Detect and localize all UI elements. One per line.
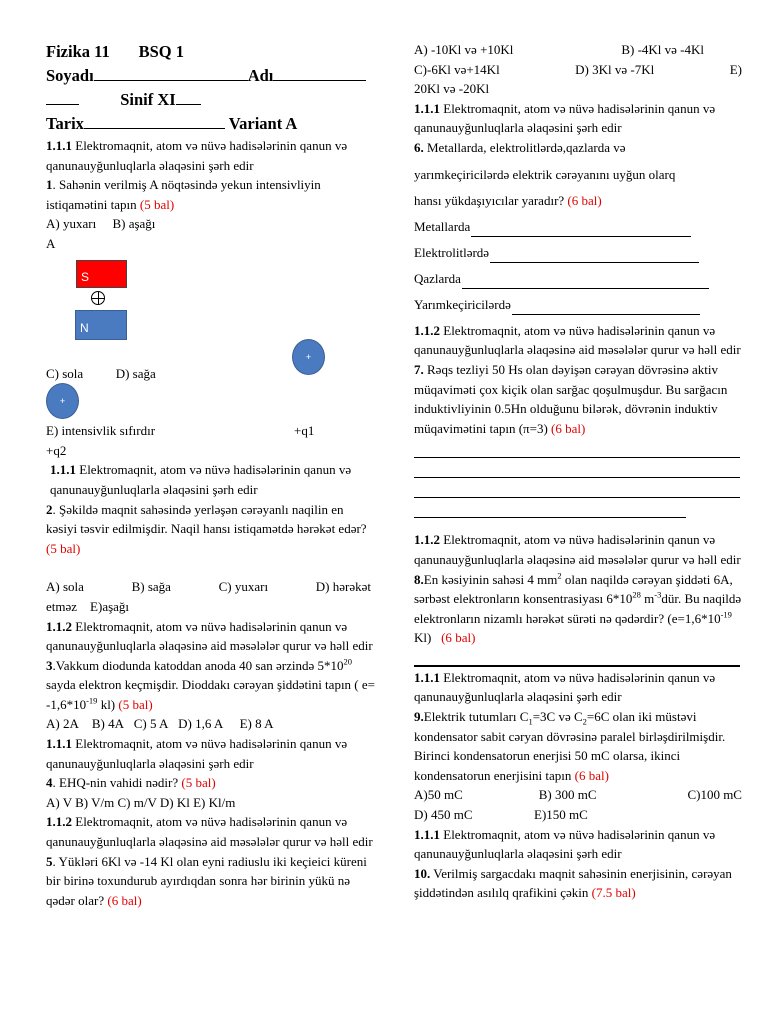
magnet-north-pole [75,310,127,340]
charge-q2-row [46,383,376,421]
topic-code: 1.1.1 [46,138,72,153]
question-text-end: =3) [529,420,548,436]
name-label: Adı [247,66,274,85]
topic-1-1-2 [46,812,376,851]
question-number: 8. [414,571,424,587]
surname-blank[interactable] [94,66,248,81]
charge-q2 [46,383,79,419]
question-8 [414,570,742,648]
q2-charge-label: +q2 [46,442,67,458]
question-text: Metallarda, elektrolitlərdə,qazlarda və [423,139,626,155]
question-points: (5 bal) [46,540,81,556]
question-5 [46,852,376,911]
q5-options-ab [414,40,704,60]
point-a-label: A [46,235,56,251]
option-d: D) 1,6 A [178,716,224,732]
exponent: 28 [632,589,641,600]
question-text-cont: =3C və C [532,709,583,725]
topic-1-1-1 [414,99,742,138]
option-a: A) 2A [46,716,79,732]
magnet-south-pole [76,260,127,288]
question-6 [414,138,742,158]
question-text: Verilmiş sargacdakı maqnit sahəsinin enerjisinin, cərəyan şiddətindən asılılq qrafikini çəkin [414,865,732,901]
question-number: 1 [46,177,53,193]
topic-text: Elektromaqnit, atom və nüvə hadisələrinin qanun və qanunauyğunluqlarla əlaqəsini şərh edir [414,100,716,136]
question-points: (5 bal) [181,775,216,791]
question-text-end: Kl) [414,630,432,646]
question-6-end [414,191,742,211]
q1-options-ab [46,214,376,234]
question-4 [46,773,376,793]
exponent: -19 [720,609,732,620]
question-text-cont: dür. Bu naqildə elektronların nizamlı hərəkət sürəti nə qədərdir? (e=1,6*10 [414,591,742,626]
fill-metals-row [414,211,742,237]
answer-line[interactable] [414,478,740,498]
variant-label: Variant A [228,114,298,133]
topic-1-1-2 [414,321,742,360]
option-b: B) 300 mC [538,787,597,803]
topic-code: 1.1.2 [46,618,72,634]
option-d: D) 450 mC [414,807,473,823]
fill-label: Yarımkeçiricilərdə [414,297,511,313]
q1-charge-label: +q1 [294,423,315,439]
question-3 [46,656,376,715]
topic-code: 1.1.2 [414,322,440,338]
question-text-cont: sayda elektron keçmişdir. Dioddakı cərəyan şiddətini tapın ( e= -1,6*10 [46,677,375,712]
option-e: E) intensivlik sıfırdır [46,423,156,439]
topic-text: Elektromaqnit, atom və nüvə hadisələrinin qanun və qanunauyğunluqlarla əlaqəsini şərh edir [46,736,348,771]
q9-options-de [414,805,742,825]
surname-label: Soyadı [46,66,94,85]
question-text: Rəqs tezliyi 50 Hs olan dəyişən cərəyan dövrəsinə aktiv müqaviməti çox kiçik olan sarğac qoşulmuşdur. Bu sarğacın induktivliyinin 0.5Hn olduğunu bilərək, dövrənin induktiv müqavimətini tapın ( [414,361,728,436]
option-d: D) hərəkət [315,579,371,595]
option-a: A) -10Kl və +10Kl [414,42,514,57]
question-10 [414,864,742,903]
topic-text: Elektromaqnit, atom və nüvə hadisələrinin qanun və qanunauyğunluqlarla əlaqəsinə aid məsələlər qurur və həll edir [414,532,741,567]
class-blank[interactable] [176,90,201,105]
question-9 [414,707,742,785]
question-number: 6. [414,139,424,155]
question-7 [414,360,742,438]
fill-blank[interactable] [512,296,700,315]
question-2 [46,500,376,559]
surname-name-line [46,64,376,88]
topic-1-1-1 [46,460,376,499]
question-text: . EHQ-nin vahidi nədir? [52,775,179,791]
fill-electrolytes-row [414,237,742,263]
question-number: 5 [46,853,53,869]
option-c: C) sola [46,365,84,381]
name-blank[interactable] [273,66,366,81]
question-1 [46,175,376,214]
question-text: En kəsiyinin sahəsi 4 mm [423,571,558,587]
q5-options-cde [414,60,742,80]
question-text-end: =6C olan iki müstəvi kondensator sabit cəryan dövrəsinə paralel birləşdirilmişdir. Birinci kondensatorun enerjisi 50 mC olarsa, ikinci kondensatorun enerjisini tapın [414,709,726,783]
question-number: 9. [414,709,424,725]
class-line [46,88,376,112]
fill-blank[interactable] [471,218,691,237]
question-points: (6 bal) [107,892,142,908]
fill-label: Elektrolitlərdə [414,245,490,261]
topic-code: 1.1.1 [414,669,440,685]
question-points: (6 bal) [551,420,586,436]
magnet-figure [46,254,376,364]
header-title-line [46,40,376,64]
left-column [46,40,376,910]
option-a: A)50 mC [414,787,463,803]
q1-options-cd [46,364,376,384]
question-text: . Yükləri 6Kl və -14 Kl olan eyni radiuslu iki keçieici küreni bir birinə toxundurub ayırdıqdan sonra hər birinin yükü nə qədər olar? [46,853,367,908]
question-text-cont: m [640,591,655,607]
q4-options: A) V B) V/m C) m/V D) Kl E) Kl/m [46,794,236,810]
option-b: B) aşağı [112,216,156,232]
option-c: C)100 mC [687,787,742,803]
exponent: 2 [557,570,562,581]
q2-options [46,577,371,597]
question-text-end: kl) [97,696,116,712]
fill-label: Qazlarda [414,271,461,287]
option-e: E)150 mC [534,807,588,823]
answer-line[interactable] [414,438,740,458]
topic-text: Elektromaqnit, atom və nüvə hadisələrinin qanun və qanunauyğunluqlarla əlaqəsini şərh edir [414,826,716,862]
charge-sign: + [305,351,312,362]
subscript: 2 [582,716,587,727]
topic-1-1-1 [414,668,742,707]
subscript: 1 [528,716,533,727]
option-d: D) sağa [115,365,156,381]
topic-1-1-1 [414,825,742,864]
charge-sign: + [59,396,66,407]
exponent: 20 [343,656,352,667]
option-a: A) yuxarı [46,216,97,232]
point-a-marker [91,291,105,305]
q5-option-e-cont: 20Kl və -20Kl [414,81,490,97]
question-text: . Sahənin verilmiş A nöqtəsində yekun intensivliyin istiqamətini tapın [46,177,321,212]
question-points: (6 [574,767,586,783]
q2-options-cont [46,597,376,617]
topic-text: Elektromaqnit, atom və nüvə hadisələrinin qanun və qanunauyğunluqlarla əlaqəsini şərh edir [50,462,352,497]
topic-text: Elektromaqnit, atom və nüvə hadisələrinin qanun və qanunauyğunluqlarla əlaqəsinə aid məsələlər qurur və həll edir [46,814,373,850]
question-points-cont: bal) [588,767,609,783]
option-d: D) 3Kl və -7Kl [575,61,655,77]
question-text: . Şəkildə maqnit sahəsində yerləşən cərəyanlı naqilin en kəsiyi təsvir edilmişdir. Naqil hansı istiqamətdə hərəkət edər? [46,501,367,537]
question-number: 3 [46,657,53,673]
question-points: (5 bal) [139,196,175,212]
date-label: Tarix [46,114,84,133]
topic-text: Elektromaqnit, atom və nüvə hadisələrinin qanun və qanunauyğunluqlarla əlaqəsinə aid məsələlər qurur və həll edir [46,618,373,654]
question-text: hansı yükdaşıyıcılar yaradır? [414,193,565,209]
question-text-cont: olan naqildə cərəyan şiddəti 6A, sərbəst elektronların konsentrasiyası 6*10 [414,571,733,607]
pi-symbol: π [523,420,530,436]
topic-1-1-2 [46,617,376,656]
question-points: (6 bal) [567,193,602,209]
topic-code: 1.1.1 [414,826,440,842]
test-name: BSQ 1 [138,42,184,61]
option-b: B) 4A [91,716,124,732]
question-points-cont: bal) [455,630,476,646]
class-label: Sinif XI [120,90,176,109]
date-variant-line [46,112,376,136]
topic-code: 1.1.2 [46,814,72,830]
option-a: A) sola [46,579,84,595]
topic-code: 1.1.2 [414,532,440,548]
topic-1-1-1 [46,136,376,175]
answer-line[interactable] [414,498,686,518]
topic-text: Elektromaqnit, atom və nüvə hadisələrinin qanun və qanunauyğunluqlarla əlaqəsinə aid məsələlər qurur və həll edir [414,322,741,358]
section-divider [414,665,740,667]
fill-gases-row [414,263,742,289]
north-label: N [80,320,89,335]
fill-blank[interactable] [462,270,709,289]
subject: Fizika 11 [46,42,110,61]
fill-blank[interactable] [490,244,699,263]
question-points: (7.5 bal) [591,885,636,901]
date-blank[interactable] [84,114,225,129]
topic-1-1-1 [46,734,376,773]
topic-1-1-2 [414,530,742,569]
option-e: E) [729,61,742,77]
topic-code: 1.1.1 [46,736,72,752]
fill-semiconductors-row [414,289,742,315]
question-number: 7. [414,361,424,377]
question-text: Elektrik tutumları C [423,709,529,725]
option-b: B) -4Kl və -4Kl [621,42,704,57]
exponent: -19 [86,695,98,706]
right-column [414,40,742,903]
name-blank-cont[interactable] [46,90,79,105]
option-e: E) 8 A [239,716,274,732]
topic-text: Elektromaqnit, atom və nüvə hadisələrinin qanun və qanunauyğunluqlarla əlaqəsini şərh edir [46,138,348,173]
question-points: (6 [441,630,452,646]
topic-code: 1.1.1 [414,100,440,116]
answer-line[interactable] [414,458,740,478]
option-d-cont: etməz [46,598,78,614]
topic-text: Elektromaqnit, atom və nüvə hadisələrinin qanun və qanunauyğunluqlarla əlaqəsini şərh edir [414,669,716,705]
option-c: C)-6Kl və+14Kl [414,61,500,77]
exponent: -3 [654,589,662,600]
option-c: C) yuxarı [218,579,269,595]
south-label: S [81,269,90,284]
charge-q1 [292,339,325,375]
option-c: C) 5 A [133,716,169,732]
question-number: 10. [414,865,431,881]
question-number: 4 [46,775,53,791]
question-text: .Vakkum diodunda katoddan anoda 40 san ərzində 5*10 [52,657,344,673]
fill-label: Metallarda [414,219,471,235]
topic-code: 1.1.1 [50,462,76,478]
option-b: B) sağa [131,579,171,595]
question-6-cont: yarımkeçiricilərdə elektrik cərəyanını uyğun olarq [414,166,676,182]
q3-options [46,714,376,734]
question-points: (5 bal) [118,696,153,712]
q9-options-abc [414,785,742,805]
option-e: E)aşağı [90,598,130,614]
q1-option-e [46,421,376,441]
question-number: 2 [46,501,53,517]
